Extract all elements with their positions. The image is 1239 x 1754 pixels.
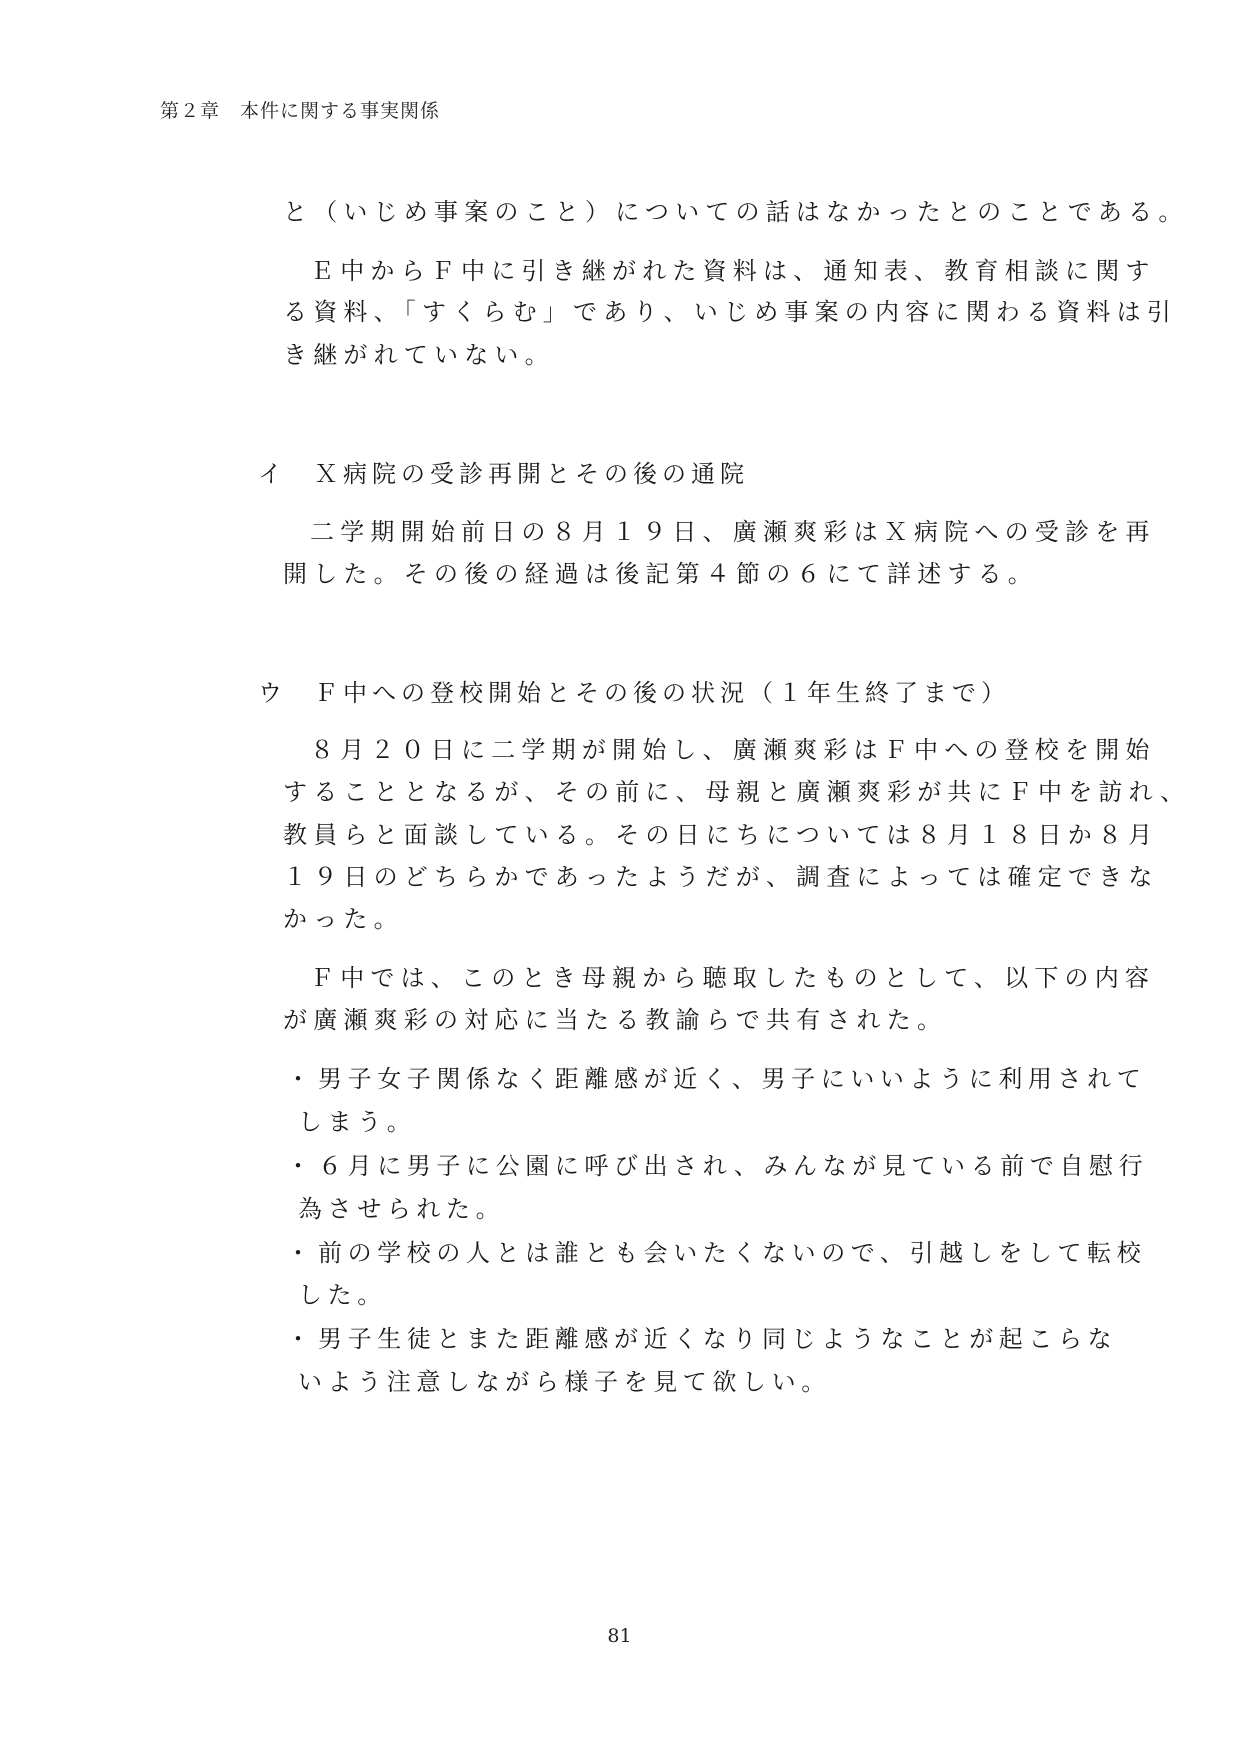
paragraph-line: １９日のどちらかであったようだが、調査によっては確定できな [283, 863, 1159, 891]
paragraph-line: 教員らと面談している。その日にちについては８月１８日か８月 [283, 821, 1159, 849]
paragraph-line: る資料、「すくらむ」であり、いじめ事案の内容に関わる資料は引 [283, 298, 1177, 326]
section-title: Ｆ中への登校開始とその後の状況（１年生終了まで） [314, 679, 1010, 707]
section-heading-i [258, 459, 749, 489]
bullet-item [286, 1324, 1117, 1354]
bullet-text: 男子女子関係なく距離感が近く、男子にいいように利用されて [318, 1065, 1147, 1093]
bullet-continuation: 為させられた。 [298, 1195, 506, 1223]
paragraph-line: 開した。その後の経過は後記第４節の６にて詳述する。 [283, 560, 1038, 588]
bullet-continuation: した。 [298, 1281, 387, 1309]
bullet-continuation: しまう。 [298, 1108, 417, 1136]
running-header: 第２章 本件に関する事実関係 [160, 100, 441, 122]
page-number: 81 [607, 1625, 632, 1647]
paragraph-line: かった。 [283, 905, 404, 933]
bullet-dot: ・ [286, 1239, 316, 1267]
bullet-text: ６月に男子に公園に呼び出され、みんなが見ている前で自慰行 [318, 1152, 1149, 1180]
paragraph-line: 二学期開始前日の８月１９日、廣瀬爽彩はＸ病院への受診を再 [310, 518, 1156, 546]
bullet-continuation: いよう注意しながら様子を見て欲しい。 [298, 1368, 831, 1396]
paragraph-line: することとなるが、その前に、母親と廣瀬爽彩が共にＦ中を訪れ、 [283, 778, 1191, 806]
paragraph-line: ８月２０日に二学期が開始し、廣瀬爽彩はＦ中への登校を開始 [310, 736, 1156, 764]
section-heading-u [258, 678, 1010, 708]
bullet-item [286, 1151, 1148, 1181]
section-label: イ [258, 460, 287, 488]
paragraph-line: が廣瀬爽彩の対応に当たる教諭らで共有された。 [283, 1006, 948, 1034]
paragraph-line: と（いじめ事案のこと）についての話はなかったとのことである。 [283, 198, 1189, 226]
bullet-text: 男子生徒とまた距離感が近くなり同じようなことが起こらな [318, 1325, 1118, 1353]
bullet-text: 前の学校の人とは誰とも会いたくないので、引越しをして転校 [318, 1239, 1147, 1267]
bullet-dot: ・ [286, 1325, 316, 1353]
bullet-item [286, 1064, 1146, 1094]
section-title: Ｘ病院の受診再開とその後の通院 [314, 460, 749, 488]
paragraph-line: き継がれていない。 [283, 341, 555, 369]
bullet-dot: ・ [286, 1152, 316, 1180]
paragraph-line: Ｆ中では、このとき母親から聴取したものとして、以下の内容 [310, 964, 1156, 992]
paragraph-line: Ｅ中からＦ中に引き継がれた資料は、通知表、教育相談に関す [310, 257, 1156, 285]
bullet-dot: ・ [286, 1065, 316, 1093]
bullet-item [286, 1238, 1146, 1268]
section-label: ウ [258, 679, 287, 707]
